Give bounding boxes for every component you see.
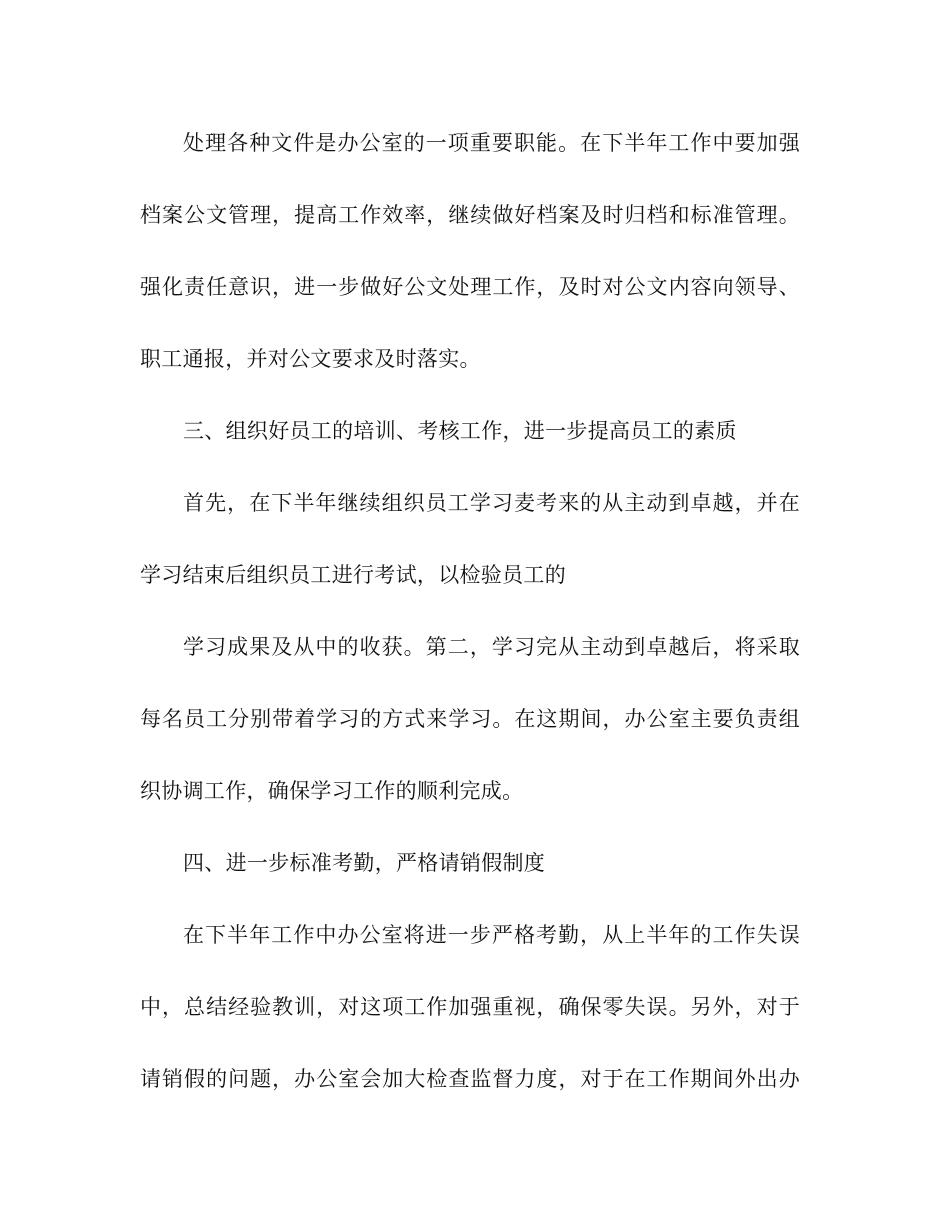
paragraph-line: 职工通报，并对公文要求及时落实。 [140,347,481,371]
paragraph-line: 学习成果及从中的收获。第二，学习完从主动到卓越后，将采取 [183,635,800,659]
paragraph-line: 每名员工分别带着学习的方式来学习。在这期间，办公室主要负责组 [140,707,800,731]
paragraph-line: 首先，在下半年继续组织员工学习麦考来的从主动到卓越，并在 [183,491,800,515]
paragraph-line: 请销假的问题，办公室会加大检查监督力度，对于在工作期间外出办 [140,1067,800,1091]
paragraph-line: 中，总结经验教训，对这项工作加强重视，确保零失误。另外，对于 [140,995,800,1019]
paragraph-line: 档案公文管理，提高工作效率，继续做好档案及时归档和标准管理。 [140,203,800,227]
paragraph-line: 在下半年工作中办公室将进一步严格考勤，从上半年的工作失误 [183,923,800,947]
section-heading: 四、进一步标准考勤，严格请销假制度 [183,851,546,875]
paragraph-line: 织协调工作，确保学习工作的顺利完成。 [140,779,524,803]
paragraph-line: 强化责任意识，进一步做好公文处理工作，及时对公文内容向领导、 [140,275,800,299]
section-heading: 三、组织好员工的培训、考核工作，进一步提高员工的素质 [183,419,737,443]
paragraph-line: 学习结束后组织员工进行考试，以检验员工的 [140,563,566,587]
paragraph-line: 处理各种文件是办公室的一项重要职能。在下半年工作中要加强 [183,131,800,155]
